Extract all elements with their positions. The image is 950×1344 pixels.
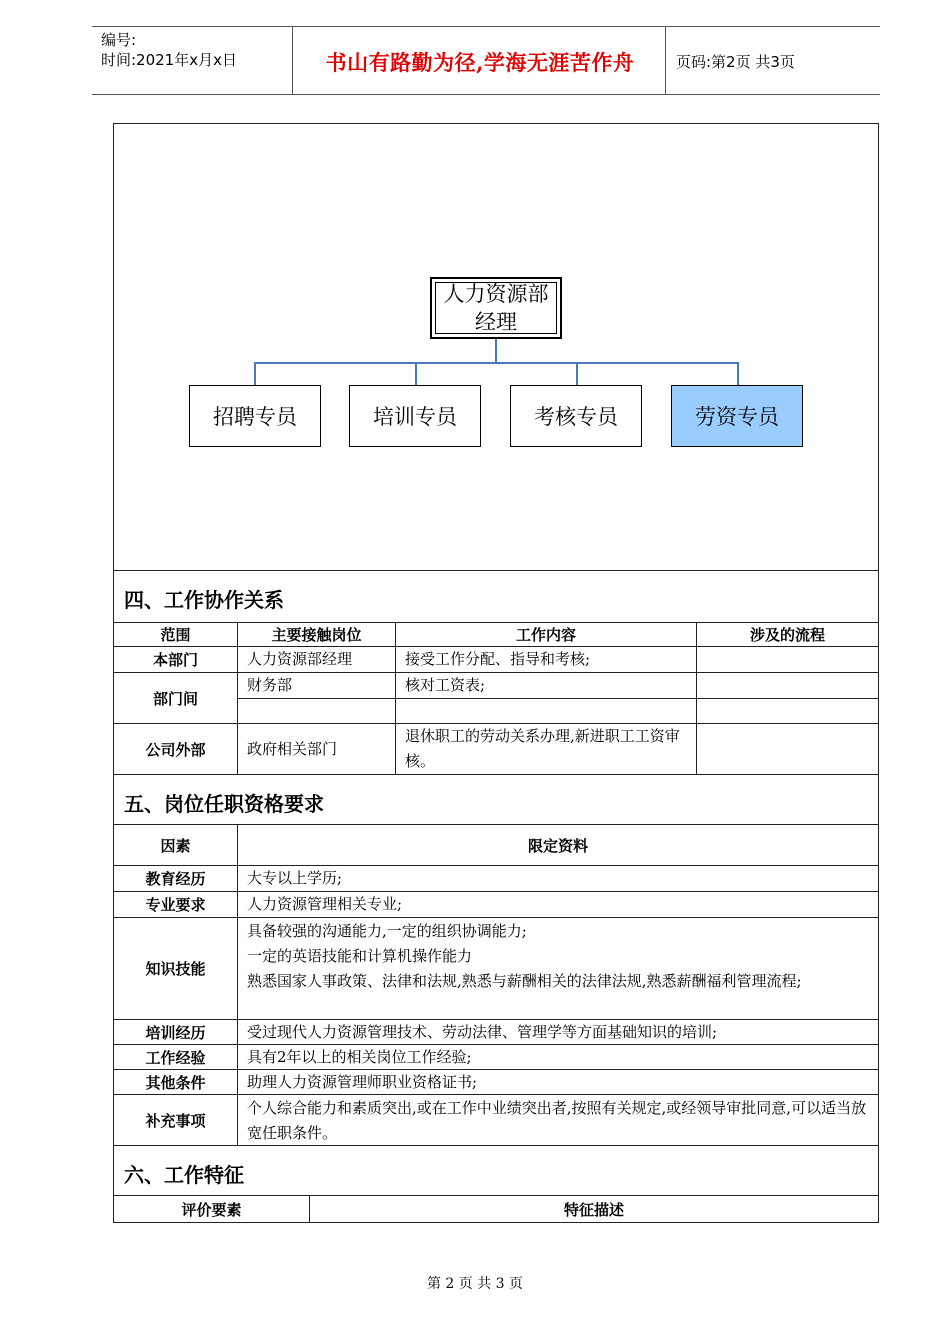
rule <box>114 774 878 775</box>
table-cell: 退休职工的劳动关系办理,新进职工工资审核。 <box>405 727 680 770</box>
table-cell: 接受工作分配、指导和考核; <box>405 650 591 668</box>
table-cell: 助理人力资源管理师职业资格证书; <box>247 1072 478 1091</box>
table-header: 评价要素 <box>181 1200 242 1219</box>
table-cell: 工作经验 <box>145 1048 206 1067</box>
table-header: 范围 <box>160 626 191 644</box>
org-chart-root-label: 人力资源部经理 <box>435 282 557 334</box>
section-title: 四、工作协作关系 <box>124 588 284 612</box>
table-cell: 具备较强的沟通能力,一定的组织协调能力; 一定的英语技能和计算机操作能力 熟悉国家人事政策、法律和法规,熟悉与薪酬相关的法律法规,熟悉薪酬福利管理流程; <box>247 922 802 990</box>
table-cell: 具有2年以上的相关岗位工作经验; <box>247 1047 472 1066</box>
table-cell <box>697 724 878 774</box>
header-page-info: 页码:第2页 共3页 <box>676 53 795 71</box>
org-connector <box>576 362 578 385</box>
page-footer: 第 2 页 共 3 页 <box>426 1276 524 1292</box>
table-cell: 大专以上学历; <box>247 869 343 887</box>
table-cell: 人力资源部经理 <box>247 650 353 668</box>
table-header: 涉及的流程 <box>749 626 825 644</box>
table-cell: 人力资源管理相关专业; <box>247 895 403 913</box>
org-chart-node: 培训专员 <box>349 385 481 447</box>
table-cell: 部门间 <box>152 689 198 708</box>
table-header: 特征描述 <box>563 1200 624 1219</box>
section-title: 五、岗位任职资格要求 <box>124 792 324 816</box>
table-cell: 核对工资表; <box>405 676 486 694</box>
table-cell <box>697 673 878 698</box>
rule <box>114 570 878 571</box>
table-cell: 公司外部 <box>145 740 206 759</box>
document-time: 时间:2021年x月x日 <box>101 51 237 69</box>
header-divider <box>292 27 293 94</box>
org-chart-node-highlighted: 劳资专员 <box>671 385 803 447</box>
table-cell: 其他条件 <box>145 1073 206 1092</box>
header-motto: 书山有路勤为径,学海无涯苦作舟 <box>325 50 635 75</box>
org-connector <box>415 362 417 385</box>
header-divider <box>665 27 666 94</box>
table-cell: 本部门 <box>152 651 198 669</box>
org-connector <box>495 339 497 363</box>
org-connector <box>737 362 739 385</box>
table-header: 主要接触岗位 <box>271 626 362 644</box>
header-meta <box>101 30 237 70</box>
table-cell: 受过现代人力资源管理技术、劳动法律、管理学等方面基础知识的培训; <box>247 1022 718 1041</box>
org-connector <box>254 362 738 364</box>
table-header: 因素 <box>160 836 191 855</box>
section-title: 六、工作特征 <box>124 1163 244 1187</box>
page-header <box>92 26 880 95</box>
table-header: 限定资料 <box>527 836 588 855</box>
org-connector <box>254 362 256 385</box>
org-chart-node: 考核专员 <box>510 385 642 447</box>
table-cell: 专业要求 <box>145 896 206 914</box>
table-cell: 知识技能 <box>145 960 206 978</box>
job-description-form <box>113 123 879 1223</box>
org-chart-node: 招聘专员 <box>189 385 321 447</box>
table-cell: 政府相关部门 <box>247 739 338 758</box>
table-cell: 教育经历 <box>145 870 206 888</box>
rule <box>237 698 878 699</box>
table-cell: 个人综合能力和素质突出,或在工作中业绩突出者,按照有关规定,或经领导审批同意,可以适当放宽任职条件。 <box>247 1099 867 1142</box>
table-cell: 补充事项 <box>145 1111 206 1130</box>
document-number-label: 编号: <box>101 31 137 49</box>
table-cell: 财务部 <box>247 676 293 694</box>
table-cell: 培训经历 <box>145 1023 206 1042</box>
org-chart-root <box>430 277 562 339</box>
table-header: 工作内容 <box>515 626 576 644</box>
table-cell <box>697 647 878 672</box>
